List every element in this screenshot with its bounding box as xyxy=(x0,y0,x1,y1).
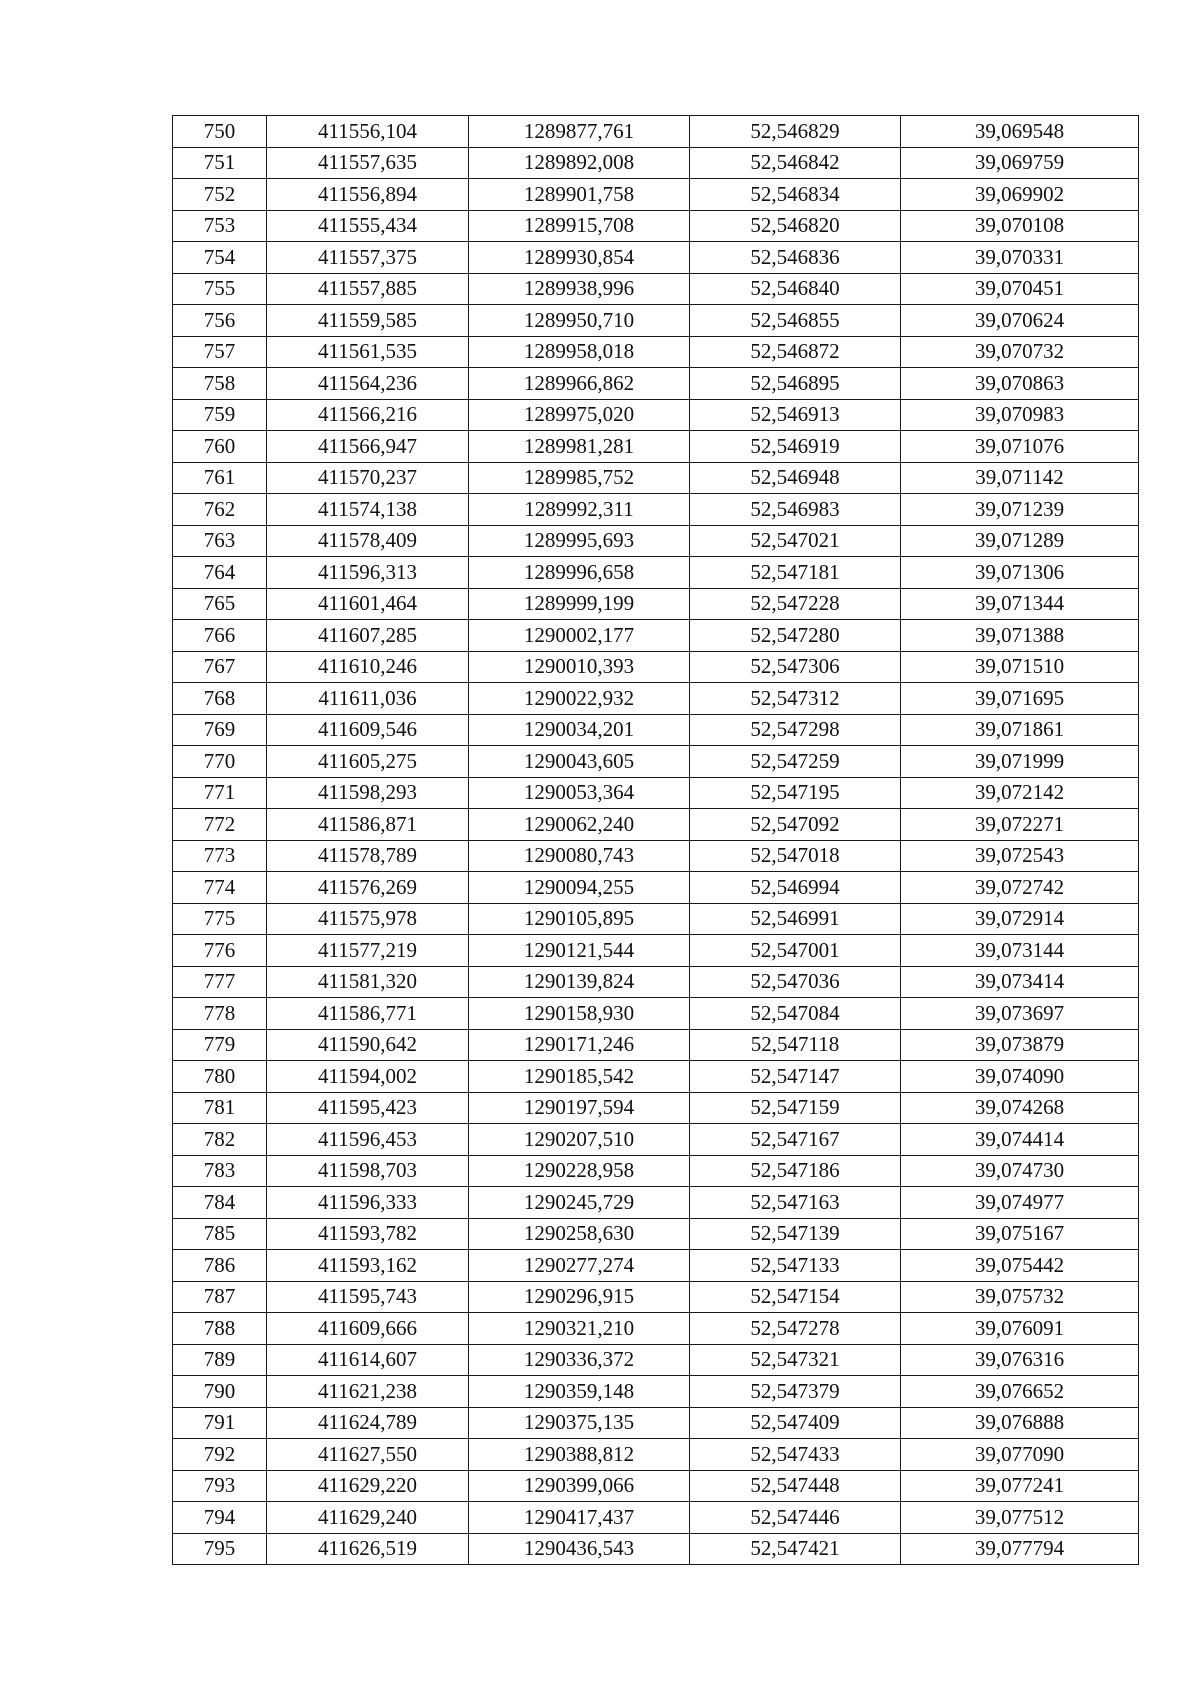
table-row xyxy=(173,305,1139,337)
latitude-cell: 52,547163 xyxy=(690,1187,901,1219)
x-coordinate-cell: 411576,269 xyxy=(267,872,469,904)
point-number-cell: 760 xyxy=(173,431,267,463)
coordinates-table xyxy=(172,115,1139,1565)
latitude-cell: 52,547133 xyxy=(690,1250,901,1282)
longitude-cell: 39,071239 xyxy=(901,494,1139,526)
latitude-cell: 52,547092 xyxy=(690,809,901,841)
x-coordinate-cell: 411621,238 xyxy=(267,1376,469,1408)
x-coordinate-cell: 411601,464 xyxy=(267,588,469,620)
table-row xyxy=(173,494,1139,526)
latitude-cell: 52,547167 xyxy=(690,1124,901,1156)
x-coordinate-cell: 411598,703 xyxy=(267,1155,469,1187)
x-coordinate-cell: 411593,782 xyxy=(267,1218,469,1250)
point-number-cell: 786 xyxy=(173,1250,267,1282)
y-coordinate-cell: 1289992,311 xyxy=(469,494,690,526)
longitude-cell: 39,077794 xyxy=(901,1533,1139,1565)
longitude-cell: 39,077090 xyxy=(901,1439,1139,1471)
table-row xyxy=(173,777,1139,809)
longitude-cell: 39,072142 xyxy=(901,777,1139,809)
y-coordinate-cell: 1290197,594 xyxy=(469,1092,690,1124)
x-coordinate-cell: 411564,236 xyxy=(267,368,469,400)
longitude-cell: 39,071388 xyxy=(901,620,1139,652)
y-coordinate-cell: 1290185,542 xyxy=(469,1061,690,1093)
point-number-cell: 768 xyxy=(173,683,267,715)
y-coordinate-cell: 1289892,008 xyxy=(469,147,690,179)
x-coordinate-cell: 411609,666 xyxy=(267,1313,469,1345)
table-row xyxy=(173,368,1139,400)
table-row xyxy=(173,620,1139,652)
table-row xyxy=(173,1155,1139,1187)
point-number-cell: 784 xyxy=(173,1187,267,1219)
longitude-cell: 39,069902 xyxy=(901,179,1139,211)
point-number-cell: 753 xyxy=(173,210,267,242)
point-number-cell: 779 xyxy=(173,1029,267,1061)
table-row xyxy=(173,116,1139,148)
x-coordinate-cell: 411590,642 xyxy=(267,1029,469,1061)
x-coordinate-cell: 411598,293 xyxy=(267,777,469,809)
point-number-cell: 788 xyxy=(173,1313,267,1345)
point-number-cell: 751 xyxy=(173,147,267,179)
longitude-cell: 39,072742 xyxy=(901,872,1139,904)
latitude-cell: 52,547186 xyxy=(690,1155,901,1187)
table-row xyxy=(173,1344,1139,1376)
x-coordinate-cell: 411566,947 xyxy=(267,431,469,463)
x-coordinate-cell: 411557,635 xyxy=(267,147,469,179)
point-number-cell: 793 xyxy=(173,1470,267,1502)
point-number-cell: 782 xyxy=(173,1124,267,1156)
y-coordinate-cell: 1290121,544 xyxy=(469,935,690,967)
point-number-cell: 764 xyxy=(173,557,267,589)
y-coordinate-cell: 1290388,812 xyxy=(469,1439,690,1471)
x-coordinate-cell: 411609,546 xyxy=(267,714,469,746)
point-number-cell: 765 xyxy=(173,588,267,620)
y-coordinate-cell: 1290436,543 xyxy=(469,1533,690,1565)
latitude-cell: 52,547154 xyxy=(690,1281,901,1313)
x-coordinate-cell: 411566,216 xyxy=(267,399,469,431)
point-number-cell: 771 xyxy=(173,777,267,809)
table-row xyxy=(173,1407,1139,1439)
longitude-cell: 39,071289 xyxy=(901,525,1139,557)
table-row xyxy=(173,1439,1139,1471)
longitude-cell: 39,074977 xyxy=(901,1187,1139,1219)
latitude-cell: 52,547433 xyxy=(690,1439,901,1471)
latitude-cell: 52,547036 xyxy=(690,966,901,998)
latitude-cell: 52,547001 xyxy=(690,935,901,967)
y-coordinate-cell: 1290034,201 xyxy=(469,714,690,746)
longitude-cell: 39,074268 xyxy=(901,1092,1139,1124)
latitude-cell: 52,547278 xyxy=(690,1313,901,1345)
x-coordinate-cell: 411574,138 xyxy=(267,494,469,526)
point-number-cell: 763 xyxy=(173,525,267,557)
table-row xyxy=(173,1061,1139,1093)
y-coordinate-cell: 1289901,758 xyxy=(469,179,690,211)
x-coordinate-cell: 411607,285 xyxy=(267,620,469,652)
x-coordinate-cell: 411581,320 xyxy=(267,966,469,998)
point-number-cell: 754 xyxy=(173,242,267,274)
point-number-cell: 794 xyxy=(173,1502,267,1534)
point-number-cell: 780 xyxy=(173,1061,267,1093)
y-coordinate-cell: 1290375,135 xyxy=(469,1407,690,1439)
point-number-cell: 777 xyxy=(173,966,267,998)
point-number-cell: 772 xyxy=(173,809,267,841)
y-coordinate-cell: 1290094,255 xyxy=(469,872,690,904)
longitude-cell: 39,073414 xyxy=(901,966,1139,998)
longitude-cell: 39,070108 xyxy=(901,210,1139,242)
x-coordinate-cell: 411624,789 xyxy=(267,1407,469,1439)
y-coordinate-cell: 1290105,895 xyxy=(469,903,690,935)
longitude-cell: 39,073144 xyxy=(901,935,1139,967)
point-number-cell: 775 xyxy=(173,903,267,935)
point-number-cell: 767 xyxy=(173,651,267,683)
longitude-cell: 39,074730 xyxy=(901,1155,1139,1187)
y-coordinate-cell: 1290062,240 xyxy=(469,809,690,841)
x-coordinate-cell: 411577,219 xyxy=(267,935,469,967)
x-coordinate-cell: 411595,423 xyxy=(267,1092,469,1124)
y-coordinate-cell: 1290228,958 xyxy=(469,1155,690,1187)
point-number-cell: 762 xyxy=(173,494,267,526)
x-coordinate-cell: 411614,607 xyxy=(267,1344,469,1376)
point-number-cell: 756 xyxy=(173,305,267,337)
x-coordinate-cell: 411557,885 xyxy=(267,273,469,305)
longitude-cell: 39,069759 xyxy=(901,147,1139,179)
longitude-cell: 39,071306 xyxy=(901,557,1139,589)
x-coordinate-cell: 411586,871 xyxy=(267,809,469,841)
table-row xyxy=(173,1502,1139,1534)
table-row xyxy=(173,935,1139,967)
longitude-cell: 39,075442 xyxy=(901,1250,1139,1282)
table-row xyxy=(173,557,1139,589)
table-row xyxy=(173,1092,1139,1124)
x-coordinate-cell: 411559,585 xyxy=(267,305,469,337)
point-number-cell: 750 xyxy=(173,116,267,148)
latitude-cell: 52,546983 xyxy=(690,494,901,526)
table-row xyxy=(173,714,1139,746)
table-row xyxy=(173,651,1139,683)
latitude-cell: 52,547195 xyxy=(690,777,901,809)
latitude-cell: 52,547139 xyxy=(690,1218,901,1250)
longitude-cell: 39,077512 xyxy=(901,1502,1139,1534)
x-coordinate-cell: 411555,434 xyxy=(267,210,469,242)
x-coordinate-cell: 411593,162 xyxy=(267,1250,469,1282)
longitude-cell: 39,076091 xyxy=(901,1313,1139,1345)
x-coordinate-cell: 411611,036 xyxy=(267,683,469,715)
latitude-cell: 52,546895 xyxy=(690,368,901,400)
table-row xyxy=(173,431,1139,463)
longitude-cell: 39,071999 xyxy=(901,746,1139,778)
point-number-cell: 785 xyxy=(173,1218,267,1250)
y-coordinate-cell: 1289966,862 xyxy=(469,368,690,400)
longitude-cell: 39,070732 xyxy=(901,336,1139,368)
point-number-cell: 787 xyxy=(173,1281,267,1313)
longitude-cell: 39,072914 xyxy=(901,903,1139,935)
table-row xyxy=(173,1281,1139,1313)
point-number-cell: 781 xyxy=(173,1092,267,1124)
point-number-cell: 766 xyxy=(173,620,267,652)
y-coordinate-cell: 1290399,066 xyxy=(469,1470,690,1502)
x-coordinate-cell: 411556,104 xyxy=(267,116,469,148)
x-coordinate-cell: 411586,771 xyxy=(267,998,469,1030)
table-row xyxy=(173,840,1139,872)
y-coordinate-cell: 1289958,018 xyxy=(469,336,690,368)
y-coordinate-cell: 1290336,372 xyxy=(469,1344,690,1376)
latitude-cell: 52,546919 xyxy=(690,431,901,463)
latitude-cell: 52,547421 xyxy=(690,1533,901,1565)
y-coordinate-cell: 1289996,658 xyxy=(469,557,690,589)
y-coordinate-cell: 1290258,630 xyxy=(469,1218,690,1250)
y-coordinate-cell: 1290080,743 xyxy=(469,840,690,872)
latitude-cell: 52,547298 xyxy=(690,714,901,746)
x-coordinate-cell: 411629,240 xyxy=(267,1502,469,1534)
y-coordinate-cell: 1289877,761 xyxy=(469,116,690,148)
longitude-cell: 39,075732 xyxy=(901,1281,1139,1313)
latitude-cell: 52,547306 xyxy=(690,651,901,683)
table-row xyxy=(173,809,1139,841)
table-row xyxy=(173,273,1139,305)
table-row xyxy=(173,1470,1139,1502)
x-coordinate-cell: 411626,519 xyxy=(267,1533,469,1565)
y-coordinate-cell: 1289981,281 xyxy=(469,431,690,463)
y-coordinate-cell: 1290207,510 xyxy=(469,1124,690,1156)
latitude-cell: 52,546829 xyxy=(690,116,901,148)
longitude-cell: 39,071861 xyxy=(901,714,1139,746)
point-number-cell: 795 xyxy=(173,1533,267,1565)
y-coordinate-cell: 1290043,605 xyxy=(469,746,690,778)
x-coordinate-cell: 411595,743 xyxy=(267,1281,469,1313)
longitude-cell: 39,071510 xyxy=(901,651,1139,683)
table-row xyxy=(173,1124,1139,1156)
latitude-cell: 52,547280 xyxy=(690,620,901,652)
latitude-cell: 52,547228 xyxy=(690,588,901,620)
latitude-cell: 52,547259 xyxy=(690,746,901,778)
latitude-cell: 52,547018 xyxy=(690,840,901,872)
latitude-cell: 52,547159 xyxy=(690,1092,901,1124)
table-row xyxy=(173,998,1139,1030)
longitude-cell: 39,071695 xyxy=(901,683,1139,715)
x-coordinate-cell: 411561,535 xyxy=(267,336,469,368)
x-coordinate-cell: 411610,246 xyxy=(267,651,469,683)
x-coordinate-cell: 411578,409 xyxy=(267,525,469,557)
x-coordinate-cell: 411596,453 xyxy=(267,1124,469,1156)
latitude-cell: 52,547021 xyxy=(690,525,901,557)
longitude-cell: 39,070983 xyxy=(901,399,1139,431)
latitude-cell: 52,546842 xyxy=(690,147,901,179)
y-coordinate-cell: 1290245,729 xyxy=(469,1187,690,1219)
point-number-cell: 792 xyxy=(173,1439,267,1471)
y-coordinate-cell: 1290139,824 xyxy=(469,966,690,998)
longitude-cell: 39,070624 xyxy=(901,305,1139,337)
y-coordinate-cell: 1290158,930 xyxy=(469,998,690,1030)
x-coordinate-cell: 411596,333 xyxy=(267,1187,469,1219)
x-coordinate-cell: 411570,237 xyxy=(267,462,469,494)
y-coordinate-cell: 1290010,393 xyxy=(469,651,690,683)
latitude-cell: 52,546872 xyxy=(690,336,901,368)
point-number-cell: 770 xyxy=(173,746,267,778)
y-coordinate-cell: 1289999,199 xyxy=(469,588,690,620)
y-coordinate-cell: 1289975,020 xyxy=(469,399,690,431)
table-row xyxy=(173,1376,1139,1408)
point-number-cell: 757 xyxy=(173,336,267,368)
coordinates-table-body xyxy=(173,116,1139,1565)
table-row xyxy=(173,242,1139,274)
table-row xyxy=(173,462,1139,494)
latitude-cell: 52,547446 xyxy=(690,1502,901,1534)
table-row xyxy=(173,683,1139,715)
table-row xyxy=(173,588,1139,620)
point-number-cell: 790 xyxy=(173,1376,267,1408)
latitude-cell: 52,546836 xyxy=(690,242,901,274)
longitude-cell: 39,077241 xyxy=(901,1470,1139,1502)
y-coordinate-cell: 1290002,177 xyxy=(469,620,690,652)
x-coordinate-cell: 411596,313 xyxy=(267,557,469,589)
latitude-cell: 52,547379 xyxy=(690,1376,901,1408)
y-coordinate-cell: 1289930,854 xyxy=(469,242,690,274)
longitude-cell: 39,070331 xyxy=(901,242,1139,274)
x-coordinate-cell: 411594,002 xyxy=(267,1061,469,1093)
longitude-cell: 39,076316 xyxy=(901,1344,1139,1376)
y-coordinate-cell: 1289950,710 xyxy=(469,305,690,337)
y-coordinate-cell: 1290359,148 xyxy=(469,1376,690,1408)
point-number-cell: 759 xyxy=(173,399,267,431)
latitude-cell: 52,547147 xyxy=(690,1061,901,1093)
longitude-cell: 39,070863 xyxy=(901,368,1139,400)
latitude-cell: 52,546840 xyxy=(690,273,901,305)
point-number-cell: 761 xyxy=(173,462,267,494)
y-coordinate-cell: 1290321,210 xyxy=(469,1313,690,1345)
y-coordinate-cell: 1290022,932 xyxy=(469,683,690,715)
y-coordinate-cell: 1289938,996 xyxy=(469,273,690,305)
latitude-cell: 52,546820 xyxy=(690,210,901,242)
latitude-cell: 52,547084 xyxy=(690,998,901,1030)
point-number-cell: 769 xyxy=(173,714,267,746)
latitude-cell: 52,546855 xyxy=(690,305,901,337)
table-row xyxy=(173,1533,1139,1565)
longitude-cell: 39,072543 xyxy=(901,840,1139,872)
point-number-cell: 755 xyxy=(173,273,267,305)
x-coordinate-cell: 411578,789 xyxy=(267,840,469,872)
longitude-cell: 39,071344 xyxy=(901,588,1139,620)
latitude-cell: 52,546948 xyxy=(690,462,901,494)
x-coordinate-cell: 411629,220 xyxy=(267,1470,469,1502)
longitude-cell: 39,075167 xyxy=(901,1218,1139,1250)
longitude-cell: 39,071076 xyxy=(901,431,1139,463)
y-coordinate-cell: 1290417,437 xyxy=(469,1502,690,1534)
table-row xyxy=(173,399,1139,431)
table-row xyxy=(173,1313,1139,1345)
y-coordinate-cell: 1290053,364 xyxy=(469,777,690,809)
table-row xyxy=(173,147,1139,179)
latitude-cell: 52,547321 xyxy=(690,1344,901,1376)
table-row xyxy=(173,210,1139,242)
table-row xyxy=(173,1029,1139,1061)
table-row xyxy=(173,336,1139,368)
x-coordinate-cell: 411557,375 xyxy=(267,242,469,274)
longitude-cell: 39,069548 xyxy=(901,116,1139,148)
longitude-cell: 39,070451 xyxy=(901,273,1139,305)
table-row xyxy=(173,1250,1139,1282)
y-coordinate-cell: 1289995,693 xyxy=(469,525,690,557)
table-row xyxy=(173,872,1139,904)
table-row xyxy=(173,746,1139,778)
table-row xyxy=(173,525,1139,557)
longitude-cell: 39,072271 xyxy=(901,809,1139,841)
point-number-cell: 758 xyxy=(173,368,267,400)
table-row xyxy=(173,179,1139,211)
latitude-cell: 52,547312 xyxy=(690,683,901,715)
longitude-cell: 39,074414 xyxy=(901,1124,1139,1156)
point-number-cell: 778 xyxy=(173,998,267,1030)
y-coordinate-cell: 1290296,915 xyxy=(469,1281,690,1313)
latitude-cell: 52,547448 xyxy=(690,1470,901,1502)
y-coordinate-cell: 1289915,708 xyxy=(469,210,690,242)
latitude-cell: 52,547118 xyxy=(690,1029,901,1061)
longitude-cell: 39,073697 xyxy=(901,998,1139,1030)
longitude-cell: 39,071142 xyxy=(901,462,1139,494)
longitude-cell: 39,076652 xyxy=(901,1376,1139,1408)
latitude-cell: 52,547409 xyxy=(690,1407,901,1439)
point-number-cell: 752 xyxy=(173,179,267,211)
latitude-cell: 52,546834 xyxy=(690,179,901,211)
x-coordinate-cell: 411605,275 xyxy=(267,746,469,778)
point-number-cell: 776 xyxy=(173,935,267,967)
x-coordinate-cell: 411575,978 xyxy=(267,903,469,935)
latitude-cell: 52,546994 xyxy=(690,872,901,904)
table-row xyxy=(173,903,1139,935)
longitude-cell: 39,073879 xyxy=(901,1029,1139,1061)
longitude-cell: 39,076888 xyxy=(901,1407,1139,1439)
latitude-cell: 52,546913 xyxy=(690,399,901,431)
latitude-cell: 52,546991 xyxy=(690,903,901,935)
table-row xyxy=(173,966,1139,998)
table-row xyxy=(173,1187,1139,1219)
x-coordinate-cell: 411556,894 xyxy=(267,179,469,211)
latitude-cell: 52,547181 xyxy=(690,557,901,589)
point-number-cell: 773 xyxy=(173,840,267,872)
y-coordinate-cell: 1290277,274 xyxy=(469,1250,690,1282)
y-coordinate-cell: 1289985,752 xyxy=(469,462,690,494)
point-number-cell: 791 xyxy=(173,1407,267,1439)
point-number-cell: 774 xyxy=(173,872,267,904)
point-number-cell: 783 xyxy=(173,1155,267,1187)
table-row xyxy=(173,1218,1139,1250)
x-coordinate-cell: 411627,550 xyxy=(267,1439,469,1471)
longitude-cell: 39,074090 xyxy=(901,1061,1139,1093)
y-coordinate-cell: 1290171,246 xyxy=(469,1029,690,1061)
point-number-cell: 789 xyxy=(173,1344,267,1376)
